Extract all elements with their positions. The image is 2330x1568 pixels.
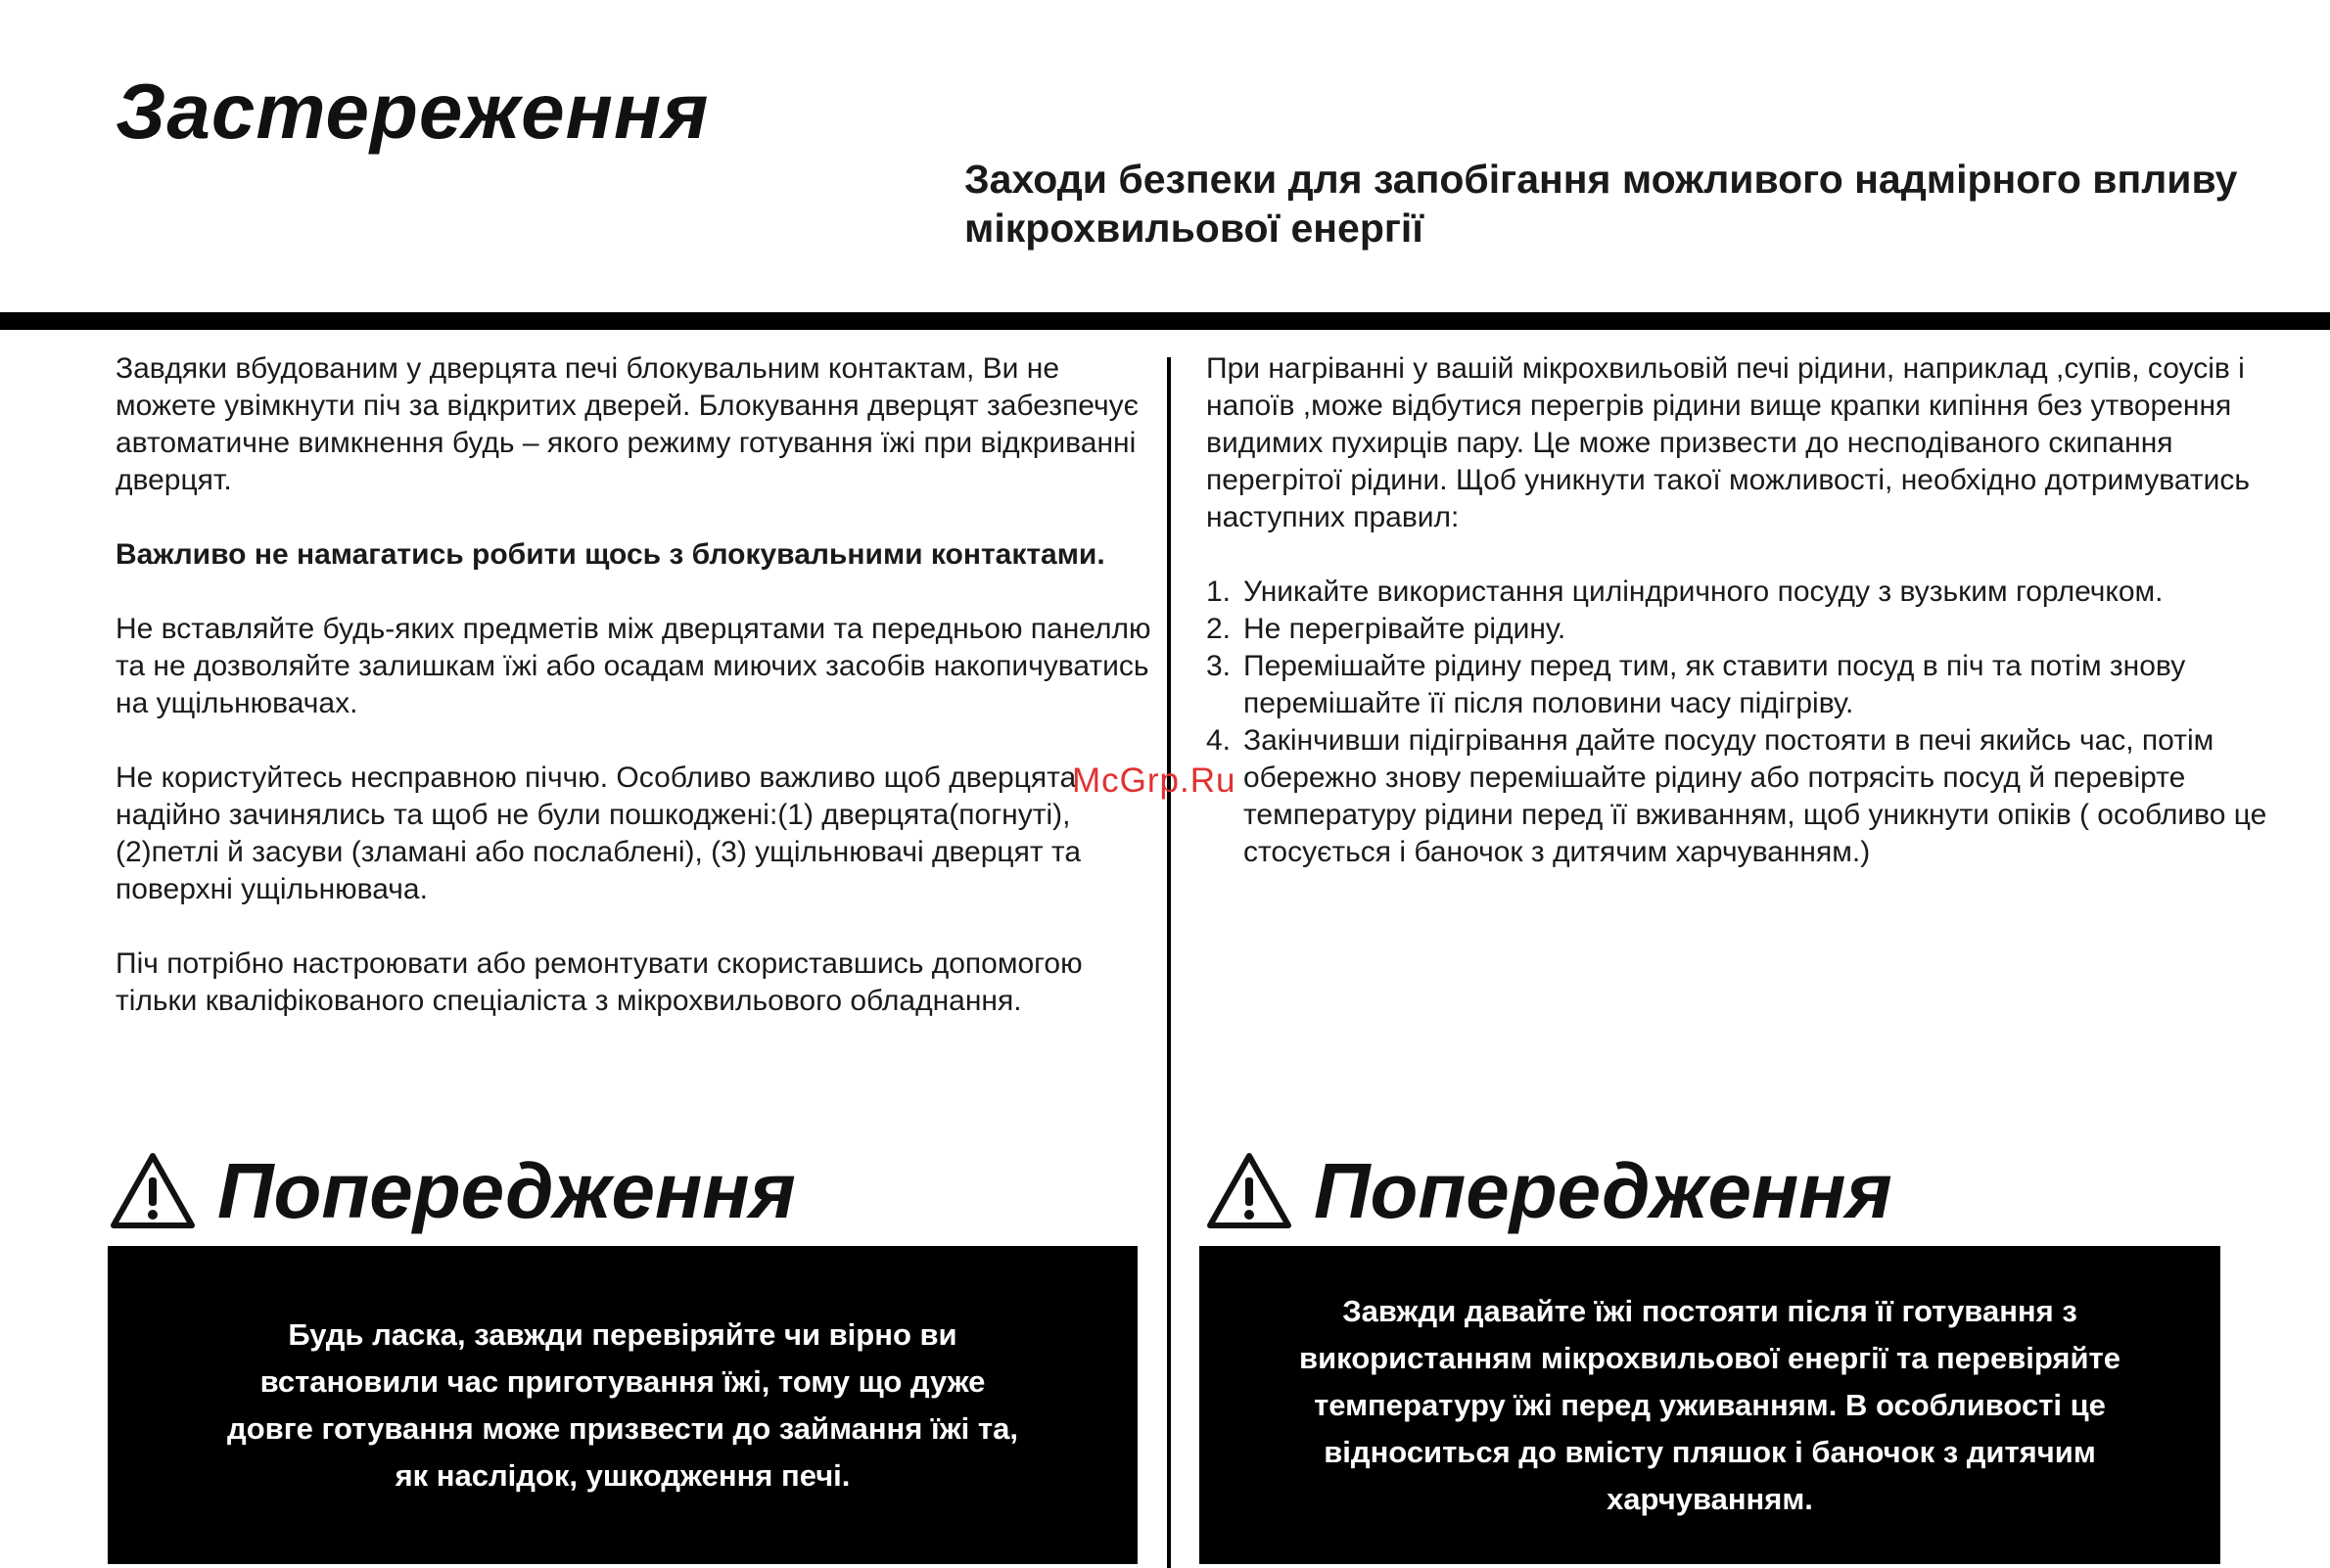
column-divider (1167, 357, 1171, 1568)
watermark-text: McGrp.Ru (1072, 761, 1236, 800)
list-item (1206, 611, 2293, 648)
rule-text: Закінчивши підігрівання дайте посуду постояти в печі якийсь час, потім обережно знову перемішайте рідину або потрясіть посуд й перевірте температуру рідини перед її вживанням, щоб уникнути опіків ( особливо це стосується і баночок з дитячим харчуванням.) (1243, 724, 2267, 868)
warning-title: Попередження (1314, 1147, 1892, 1234)
service-paragraph: Піч потрібно настроювати або ремонтувати скориставшись допомогою тільки кваліфікованого спеціаліста з мікрохвильового обладнання. (116, 947, 1083, 1017)
right-warning-box (1199, 1246, 2220, 1564)
warning-triangle-icon (110, 1151, 196, 1231)
rule-number: 4. (1206, 724, 1232, 757)
rule-text: Не перегрівайте рідину. (1243, 613, 1566, 645)
left-warning-box (108, 1246, 1138, 1564)
cooking-time-warning: Будь ласка, завжди перевіряйте чи вірно ви встановили час приготування їжі, тому що дуже довге готування може призвести до займання їжі та, як наслідок, ушкодження печі. (227, 1316, 1018, 1493)
safety-rules-list (1206, 574, 2293, 871)
rule-text: Перемішайте рідину перед тим, як ставити посуд в піч та потім знову перемішайте її після половини часу підігріву. (1243, 650, 2186, 719)
warning-triangle-icon (1206, 1151, 1292, 1231)
superheating-paragraph: При нагріванні у вашій мікрохвильовій печі рідини, наприклад ,супів, соусів і напоїв ,може відбутися перегрів рідини вище крапки кипіння без утворення видимих пухирців пару. Це може призвести до несподіваного скипання перегрітої рідини. Щоб уникнути такої можливості, необхідно дотримуватись наступних правил: (1206, 352, 2251, 533)
rule-number: 1. (1206, 576, 1232, 608)
list-item (1206, 648, 2293, 722)
right-warning-heading (1206, 1147, 1892, 1235)
left-column (116, 350, 1153, 1057)
standing-time-warning: Завжди давайте їжі постояти після її готування з використанням мікрохвильової енергії та перевіряйте температуру їжі перед уживанням. В особливості це відноситься до вмісту пляшок і баночок з дитячим харчуванням. (1299, 1293, 2120, 1516)
interlock-warning-paragraph: Важливо не намагатись робити щось з блокувальними контактами. (116, 538, 1105, 571)
damage-paragraph: Не користуйтесь несправною піччю. Особливо важливо щоб дверцята надійно зачинялись та щоб не були пошкоджені:(1) дверцята(погнуті), (2)петлі й засуви (зламані або послаблені), (3) ущільнювачі дверцят та поверхні ущільнювача. (116, 761, 1082, 905)
warning-title: Попередження (217, 1147, 796, 1234)
interlock-paragraph: Завдяки вбудованим у дверцята печі блокувальним контактам, Ви не можете увімкнути піч за відкритих дверей. Блокування дверцят забезпечує автоматичне вимкнення будь – якого режиму готування їжі при відкриванні дверцят. (116, 352, 1139, 496)
list-item (1206, 574, 2293, 611)
rule-number: 2. (1206, 613, 1232, 645)
right-column (1206, 350, 2293, 871)
rule-number: 3. (1206, 650, 1232, 682)
seal-paragraph: Не вставляйте будь-яких предметів між дверцятами та передньою панеллю та не дозволяйте залишкам їжі або осадам миючих засобів накопичуватись на ущільнювачах. (116, 613, 1151, 719)
section-subtitle: Заходи безпеки для запобігання можливого надмірного впливу мікрохвильової енергії (964, 157, 2238, 251)
page-title: Застереження (116, 68, 710, 155)
list-item (1206, 722, 2293, 871)
left-warning-heading (110, 1147, 796, 1235)
rule-text: Уникайте використання циліндричного посуду з вузьким горлечком. (1243, 576, 2164, 608)
header-rule (0, 312, 2330, 330)
